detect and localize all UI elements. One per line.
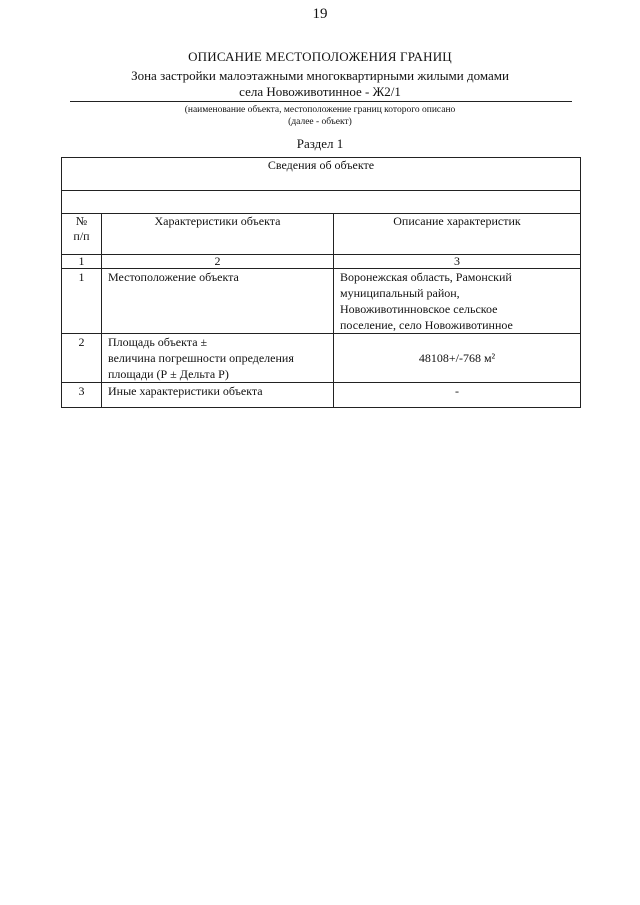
table-row — [62, 269, 581, 334]
column-header-description: Описание характеристик — [334, 214, 581, 255]
object-name-line-2: села Новоживотинное - Ж2/1 — [239, 84, 401, 99]
underline-rule — [70, 101, 572, 102]
row-number: 1 — [62, 269, 102, 334]
document-title: ОПИСАНИЕ МЕСТОПОЛОЖЕНИЯ ГРАНИЦ — [188, 49, 452, 64]
characteristic-line: Площадь объекта ± — [108, 335, 208, 349]
row-number: 2 — [62, 334, 102, 383]
row-number: 3 — [62, 383, 102, 408]
object-name — [70, 68, 570, 100]
caption-line-2: (далее - объект) — [288, 117, 352, 127]
caption-line-1: (наименование объекта, местоположение границ которого описано — [184, 105, 456, 115]
object-info-table — [61, 157, 581, 408]
row-description: 48108+/-768 м² — [334, 334, 581, 383]
table-blank-row — [62, 191, 581, 214]
column-header-number — [62, 214, 102, 255]
column-number-2: 2 — [102, 255, 334, 269]
column-number-3: 3 — [334, 255, 581, 269]
row-description — [334, 269, 581, 334]
characteristic-line: Иные характеристики объекта — [108, 384, 263, 398]
row-characteristic — [102, 334, 334, 383]
description-line: Воронежская область, Рамонский — [340, 270, 512, 284]
characteristic-line: площади (Р ± Дельта Р) — [108, 367, 229, 381]
table-header-row — [62, 158, 581, 191]
blank-cell — [62, 191, 581, 214]
page-number: 19 — [312, 6, 328, 22]
description-line: поселение, село Новоживотинное — [340, 318, 513, 332]
number-abbr: п/п — [73, 229, 90, 243]
characteristic-line: величина погрешности определения — [108, 351, 294, 365]
column-header-row — [62, 214, 581, 255]
number-sign: № — [75, 214, 88, 228]
characteristic-line: Местоположение объекта — [108, 270, 239, 284]
object-name-caption — [70, 104, 570, 128]
row-characteristic — [102, 269, 334, 334]
section-label: Раздел 1 — [296, 136, 344, 151]
table-row — [62, 334, 581, 383]
table-row — [62, 383, 581, 408]
row-characteristic — [102, 383, 334, 408]
column-header-characteristics: Характеристики объекта — [102, 214, 334, 255]
table-header: Сведения об объекте — [62, 158, 581, 191]
row-description: - — [334, 383, 581, 408]
object-name-line-1: Зона застройки малоэтажными многоквартирными жилыми домами — [131, 68, 509, 83]
column-number-row — [62, 255, 581, 269]
column-number-1: 1 — [62, 255, 102, 269]
description-line: Новоживотинновское сельское — [340, 302, 498, 316]
description-line: муниципальный район, — [340, 286, 460, 300]
